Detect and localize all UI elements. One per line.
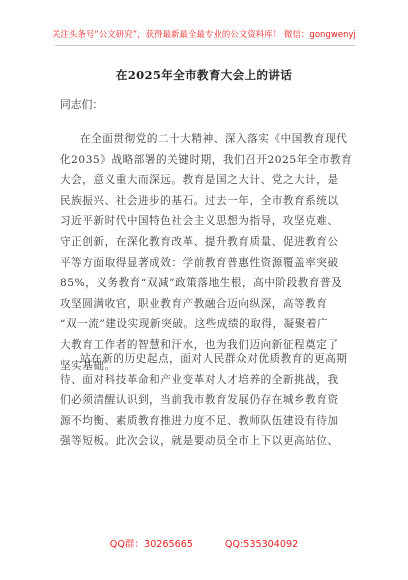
footer-qq-number: QQ:535304092 bbox=[224, 539, 299, 550]
paragraph-line: 在全面贯彻党的二十大精神、深入落实《中国教育现代 bbox=[80, 133, 348, 145]
paragraph-line: 大教育工作者的智慧和汗水，也为我们迈向新征程奠定了 bbox=[60, 338, 339, 351]
paragraph-line: 坚实基础。 bbox=[60, 359, 116, 372]
paragraph-line: 待、面对科技革命和产业变革对人才培养的全新挑战，我 bbox=[60, 373, 339, 386]
paragraph-2 bbox=[60, 349, 360, 452]
paragraph-line: 攻坚圆满收官，职业教育产教融合迈向纵深，高等教育 bbox=[60, 297, 328, 310]
paragraph-line: 站在新的历史起点，面对人民群众对优质教育的更高期 bbox=[80, 353, 348, 365]
paragraph-line: 习近平新时代中国特色社会主义思想为指导，攻坚克难、 bbox=[60, 215, 339, 228]
paragraph-line: 化2035》战略部署的关键时期，我们召开2025年全市教育 bbox=[60, 153, 353, 166]
paragraph-line: 85%，义务教育“双减”政策落地生根，高中阶段教育普及 bbox=[60, 277, 343, 290]
paragraph-line: 大会，意义重大而深远。教育是国之大计、党之大计，是 bbox=[60, 174, 339, 187]
paragraph-line: 源不均衡、素质教育推进力度不足、教师队伍建设有待加 bbox=[60, 414, 339, 427]
paragraph-line: 平等方面取得显著成效：学前教育普惠性资源覆盖率突破 bbox=[60, 256, 339, 269]
paragraph-line: 民族振兴、社会进步的基石。过去一年，全市教育系统以 bbox=[60, 194, 339, 207]
salutation: 同志们： bbox=[60, 98, 104, 111]
paragraph-line: 守正创新，在深化教育改革、提升教育质量、促进教育公 bbox=[60, 235, 339, 248]
paragraph-1 bbox=[60, 129, 360, 376]
footer-contact bbox=[0, 536, 408, 550]
paragraph-line: “双一流”建设实现新突破。这些成绩的取得，凝聚着广 bbox=[60, 318, 329, 331]
document-title: 在2025年全市教育大会上的讲话 bbox=[115, 68, 293, 82]
paragraph-line: 强等短板。此次会议，就是要动员全市上下以更高站位、 bbox=[60, 435, 339, 448]
header-divider bbox=[55, 45, 355, 46]
footer-qq-group: QQ群：30265665 bbox=[109, 539, 193, 550]
header-promo-text: 关注头条号“公文研究”，获得最新最全最专业的公文资料库！ 微信：gongwenyj bbox=[52, 29, 356, 39]
paragraph-line: 们必须清醒认识到，当前我市教育发展仍存在城乡教育资 bbox=[60, 394, 339, 407]
